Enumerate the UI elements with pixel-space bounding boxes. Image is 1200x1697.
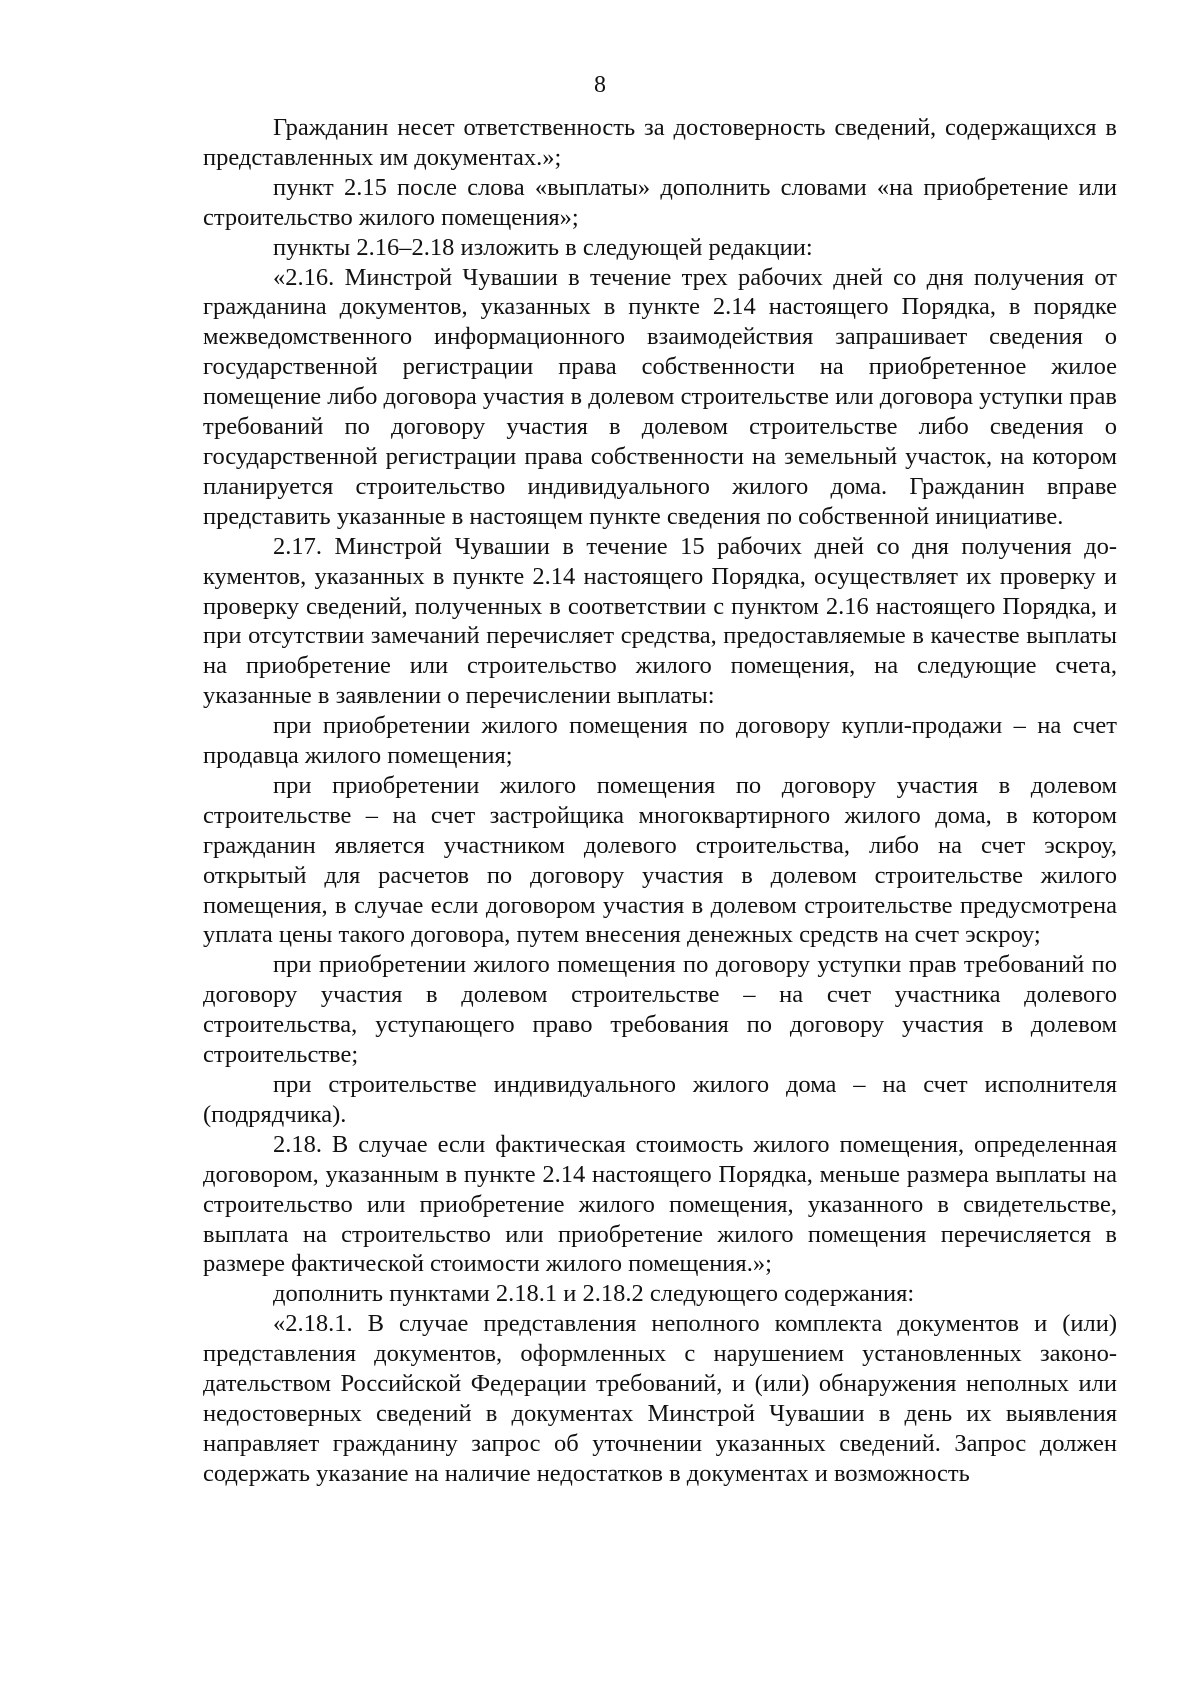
document-body bbox=[203, 113, 1117, 1489]
paragraph: «2.18.1. В случае представления неполного комплекта документов и (или) представления документов, оформленных с нарушением установленных законодательством Российской Федерации требований, и (или) обнаружения неполных или недостоверных сведений в документах Минстрой Чувашии в день их выявления направляет гражданину запрос об уточнении указанных сведений. Запрос должен содержать указание на наличие недостатков в документах и возможность bbox=[203, 1310, 1117, 1487]
paragraph: дополнить пунктами 2.18.1 и 2.18.2 следующего содержания: bbox=[273, 1280, 915, 1308]
paragraph: Гражданин несет ответственность за достоверность сведений, содержащихся в представленных им документах.»; bbox=[203, 114, 1117, 171]
paragraph: 2.17. Минстрой Чувашии в течение 15 рабочих дней со дня получения документов, указанных в пункте 2.14 настоящего Порядка, осуществляет их проверку и проверку сведений, полученных в соответствии с пунктом 2.16 настоящего Порядка, и при отсутствии замечаний перечисляет средства, предоставляемые в качестве выплаты на приобретение или строительство жилого помещения, на следующие счета, указанные в заявлении о перечислении выплаты: bbox=[203, 532, 1117, 710]
paragraph: пункты 2.16–2.18 изложить в следующей редакции: bbox=[273, 233, 813, 261]
paragraph: при приобретении жилого помещения по договору уступки прав требований по договору участия в долевом строительстве – на счет участника долевого строительства, уступающего право требования по договору участия в долевом строительстве; bbox=[203, 951, 1117, 1069]
paragraph: 2.18. В случае если фактическая стоимость жилого помещения, определенная договором, указанным в пункте 2.14 настоящего Порядка, меньше размера выплаты на строительство или приобретение жилого помещения, указанного в свидетельстве, выплата на строительство или приобретение жилого помещения перечисляется в размере фактической стоимости жилого помещения.»; bbox=[203, 1130, 1117, 1278]
paragraph: при строительстве индивидуального жилого дома – на счет исполнителя (подрядчика). bbox=[203, 1071, 1117, 1128]
paragraph: пункт 2.15 после слова «выплаты» дополнить словами «на приобретение или строительство жилого помещения»; bbox=[203, 173, 1117, 231]
page-number: 8 bbox=[594, 72, 606, 98]
paragraph: при приобретении жилого помещения по договору участия в долевом строительстве – на счет застройщика многоквартирного жилого дома, в котором гражданин является участником долевого строительства, либо на счет эскроу, открытый для расчетов по договору участия в долевом строительстве жилого помещения, в случае если договором участия в долевом строительстве предусмотрена уплата цены такого договора, путем внесения денежных средств на счет эскроу; bbox=[203, 771, 1117, 949]
paragraph: при приобретении жилого помещения по договору купли-продажи – на счет продавца жилого помещения; bbox=[203, 712, 1117, 770]
paragraph: «2.16. Минстрой Чувашии в течение трех рабочих дней со дня получения от гражданина документов, указанных в пункте 2.14 настоящего Порядка, в порядке межведомственного информационного взаимодействия запрашивает сведения о государственной регистрации права собственности на приобретенное жилое помещение либо договора участия в долевом строительстве или договора уступки прав требований по договору участия в долевом строительстве либо сведения о государственной регистрации права собственности на земельный участок, на котором планируется строительство индивидуального жилого дома. Гражданин вправе представить указанные в настоящем пункте сведения по собственной инициативе. bbox=[203, 263, 1117, 530]
